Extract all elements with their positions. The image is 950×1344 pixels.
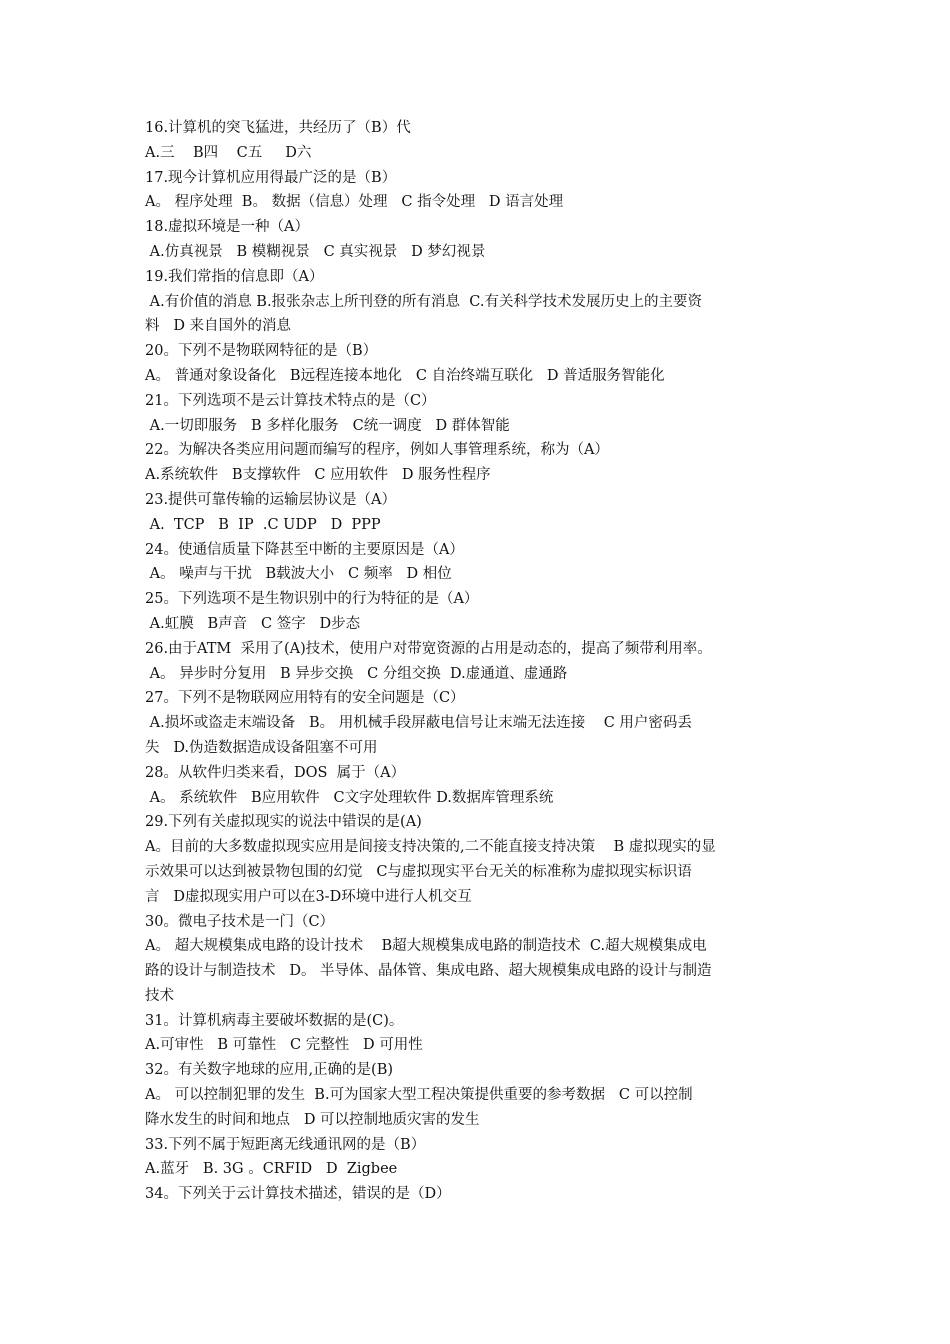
text-line: A.有价值的消息 B.报张杂志上所刊登的所有消息 C.有关科学技术发展历史上的主要资 (145, 293, 702, 310)
document-page (145, 116, 813, 1207)
text-line: 22。为解决各类应用问题而编写的程序，例如人事管理系统，称为（A） (145, 442, 609, 459)
text-line: 26.由于ATM 采用了(A)技术，使用户对带宽资源的占用是动态的，提高了频带利用率。 (145, 640, 712, 657)
text-line: A.可审性 B 可靠性 C 完整性 D 可用性 (145, 1037, 423, 1054)
text-line: 18.虚拟环境是一种（A） (145, 219, 310, 236)
text-line: 20。下列不是物联网特征的是（B） (145, 343, 378, 360)
text-line: 技术 (145, 987, 174, 1004)
text-line: 路的设计与制造技术 D。 半导体、晶体管、集成电路、超大规模集成电路的设计与制造 (145, 963, 712, 980)
text-line: 25。下列选项不是生物识别中的行为特征的是（A） (145, 591, 479, 608)
text-line: 27。下列不是物联网应用特有的安全问题是（C） (145, 690, 465, 707)
text-line: 31。计算机病毒主要破坏数据的是(C)。 (145, 1012, 404, 1029)
text-line: A。 系统软件 B应用软件 C文字处理软件 D.数据库管理系统 (145, 789, 554, 806)
text-line: A。 异步时分复用 B 异步交换 C 分组交换 D.虚通道、虚通路 (145, 665, 568, 682)
text-line: 24。使通信质量下降甚至中断的主要原因是（A） (145, 541, 464, 558)
text-line: A.蓝牙 B. 3G 。CRFID D Zigbee (145, 1161, 398, 1178)
text-line: 28。从软件归类来看，DOS 属于（A） (145, 764, 406, 781)
text-line: 30。微电子技术是一门（C） (145, 913, 335, 930)
text-line: 17.现今计算机应用得最广泛的是（B） (145, 169, 397, 186)
text-line: A.损坏或盗走末端设备 B。 用机械手段屏蔽电信号让末端无法连接 C 用户密码丢 (145, 715, 692, 732)
text-line: 29.下列有关虚拟现实的说法中错误的是(A) (145, 814, 422, 831)
text-line: A。 可以控制犯罪的发生 B.可为国家大型工程决策提供重要的参考数据 C 可以控制 (145, 1087, 693, 1104)
text-line: 降水发生的时间和地点 D 可以控制地质灾害的发生 (145, 1111, 480, 1128)
text-line: 16.计算机的突飞猛进，共经历了（B）代 (145, 120, 411, 136)
text-line: 32。有关数字地球的应用,正确的是(B) (145, 1062, 394, 1079)
text-line: A.一切即服务 B 多样化服务 C统一调度 D 群体智能 (145, 417, 510, 434)
text-line: A.系统软件 B支撑软件 C 应用软件 D 服务性程序 (145, 467, 491, 484)
text-line: A。 普通对象设备化 B远程连接本地化 C 自治终端互联化 D 普适服务智能化 (145, 367, 665, 384)
text-line: A.虹膜 B声音 C 签字 D步态 (145, 615, 361, 632)
text-line: 料 D 来自国外的消息 (145, 318, 292, 335)
text-line: 34。下列关于云计算技术描述，错误的是（D） (145, 1186, 451, 1203)
text-line: A.仿真视景 B 模糊视景 C 真实视景 D 梦幻视景 (145, 243, 486, 260)
text-line: A. TCP B IP .C UDP D PPP (145, 516, 381, 533)
text-line: 示效果可以达到被景物包围的幻觉 C与虚拟现实平台无关的标准称为虚拟现实标识语 (145, 863, 692, 880)
text-line: A。目前的大多数虚拟现实应用是间接支持决策的,二不能直接支持决策 B 虚拟现实的显 (145, 839, 716, 856)
text-line: A。 噪声与干扰 B载波大小 C 频率 D 相位 (145, 566, 452, 583)
text-line: A.三 B四 C五 D六 (145, 144, 312, 161)
text-line: 19.我们常指的信息即（A） (145, 268, 324, 285)
text-line: 33.下列不属于短距离无线通讯网的是（B） (145, 1136, 426, 1153)
text-line: 21。下列选项不是云计算技术特点的是（C） (145, 392, 436, 409)
text-line: A。 程序处理 B。 数据（信息）处理 C 指令处理 D 语言处理 (145, 194, 564, 211)
text-line: 23.提供可靠传输的运输层协议是（A） (145, 491, 397, 508)
text-line: 失 D.伪造数据造成设备阻塞不可用 (145, 739, 378, 756)
text-line: A。 超大规模集成电路的设计技术 B超大规模集成电路的制造技术 C.超大规模集成电 (145, 938, 707, 955)
text-line: 言 D虚拟现实用户可以在3-D环境中进行人机交互 (145, 888, 472, 905)
